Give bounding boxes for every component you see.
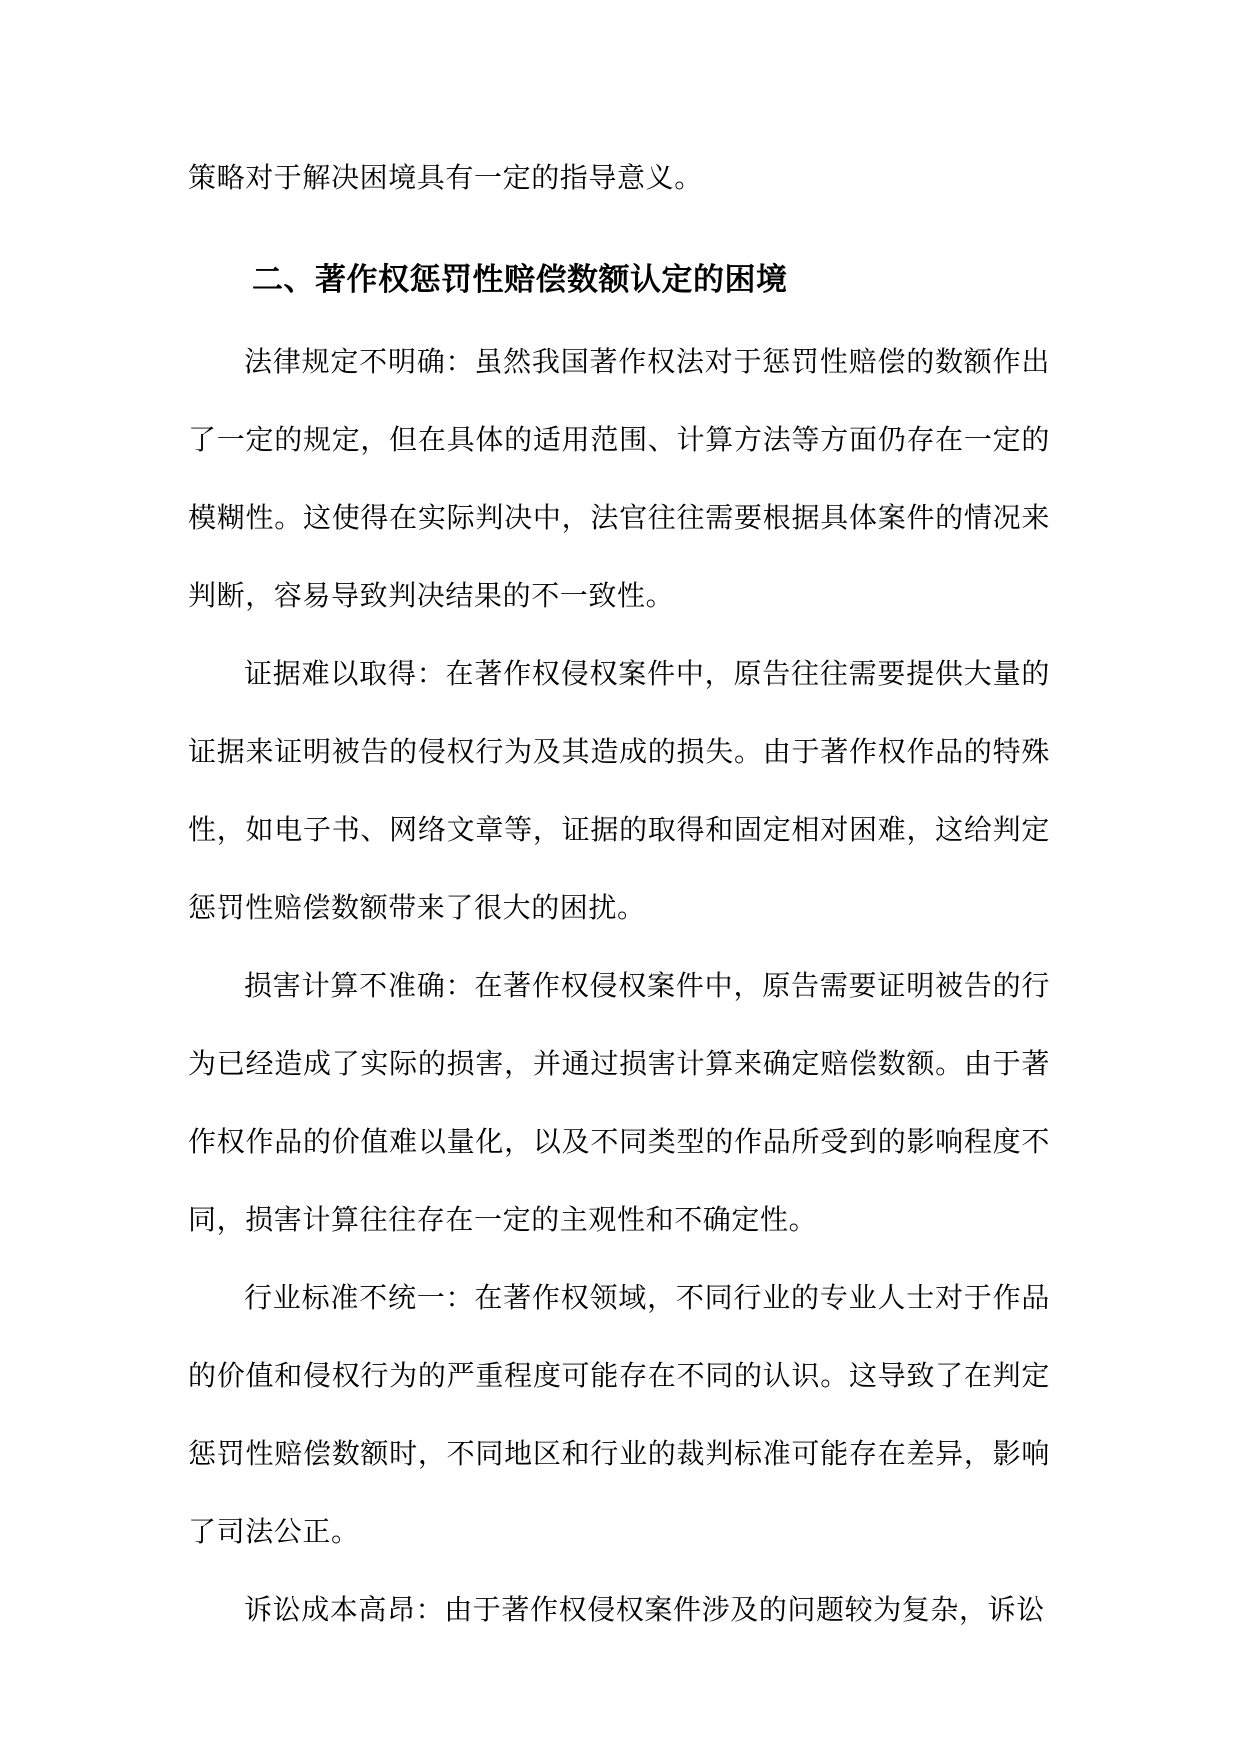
intro-paragraph: 策略对于解决困境具有一定的指导意义。 [188, 161, 703, 194]
section-heading: 二、著作权惩罚性赔偿数额认定的困境 [252, 262, 788, 298]
paragraph-legal-ambiguity: 法律规定不明确：虽然我国著作权法对于惩罚性赔偿的数额作出了一定的规定，但在具体的适用范围、计算方法等方面仍存在一定的模糊性。这使得在实际判决中，法官往往需要根据具体案件的情况来判断，容易导致判决结果的不一致性。 [188, 345, 1050, 612]
page-content [188, 139, 1050, 1649]
paragraph-litigation-cost: 诉讼成本高昂：由于著作权侵权案件涉及的问题较为复杂，诉讼 [244, 1593, 1045, 1626]
paragraph-industry-standards: 行业标准不统一：在著作权领域，不同行业的专业人士对于作品的价值和侵权行为的严重程度可能存在不同的认识。这导致了在判定惩罚性赔偿数额时，不同地区和行业的裁判标准可能存在差异，影响了司法公正。 [188, 1281, 1050, 1548]
paragraph-damage-calculation: 损害计算不准确：在著作权侵权案件中，原告需要证明被告的行为已经造成了实际的损害，并通过损害计算来确定赔偿数额。由于著作权作品的价值难以量化，以及不同类型的作品所受到的影响程度不同，损害计算往往存在一定的主观性和不确定性。 [188, 969, 1050, 1236]
paragraph-evidence-difficulty: 证据难以取得：在著作权侵权案件中，原告往往需要提供大量的证据来证明被告的侵权行为及其造成的损失。由于著作权作品的特殊性，如电子书、网络文章等，证据的取得和固定相对困难，这给判定惩罚性赔偿数额带来了很大的困扰。 [188, 657, 1050, 924]
